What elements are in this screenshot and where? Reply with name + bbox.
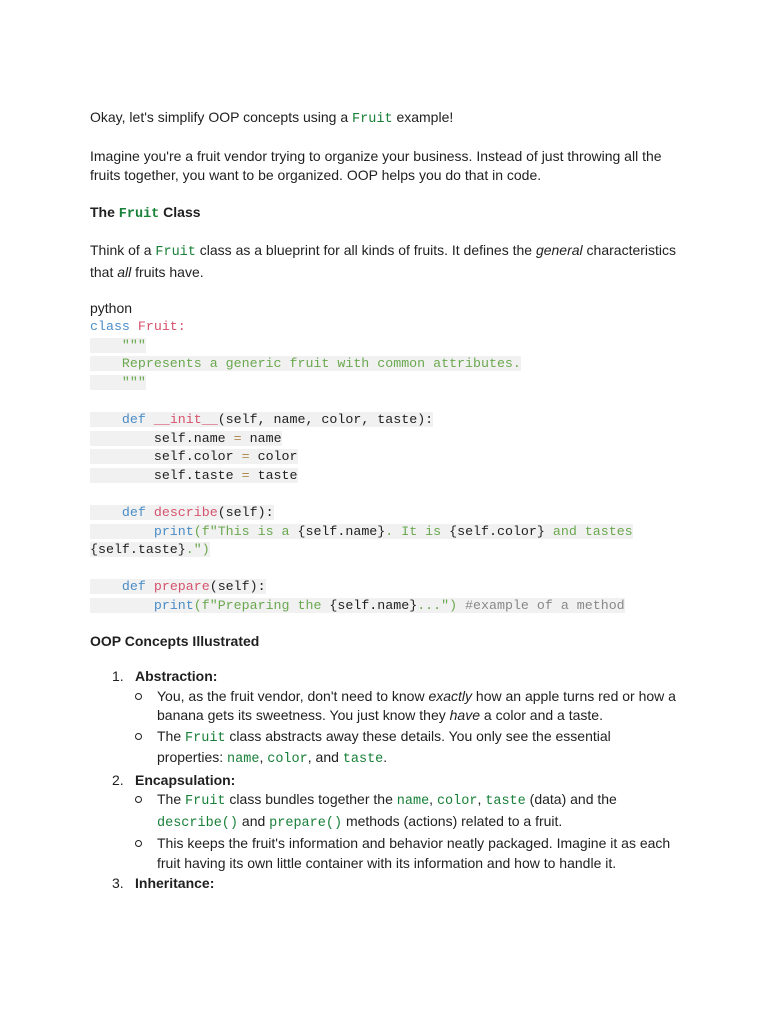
sub-list bbox=[112, 790, 680, 873]
list-item: 1. Abstraction: You, as the fruit vendor, don't need to know exactly how an apple turns red or how a banana gets its sweetness. You just know they have a color and a taste. The Fruit class abstracts away these details. You only see the essential properties: name, color, and taste. bbox=[112, 667, 680, 770]
list-item: The Fruit class bundles together the name, color, taste (data) and the describe() and prepare() methods (actions) related to a fruit. bbox=[132, 790, 680, 833]
section-heading-oop-concepts: OOP Concepts Illustrated bbox=[90, 632, 260, 649]
document-page bbox=[90, 108, 680, 895]
list-item: 3. Inheritance: bbox=[112, 875, 215, 891]
intro-paragraph-1: Okay, let's simplify OOP concepts using a Fruit example! bbox=[90, 109, 454, 127]
list-item: 2. Encapsulation: The Fruit class bundles together the name, color, taste (data) and the describe() and prepare() methods (actions) related to a fruit. This keeps the fruit's information and behavior neatly packaged. Imagine it as each fruit having its own little container with its information and how to handle it. bbox=[112, 771, 680, 874]
sub-list bbox=[112, 687, 680, 770]
code-language-label: python bbox=[90, 300, 133, 316]
inline-code: Fruit bbox=[352, 112, 393, 127]
concepts-list bbox=[90, 667, 680, 894]
fruit-class-paragraph: Think of a Fruit class as a blueprint for all kinds of fruits. It defines the general characteristics that all fruits have. bbox=[90, 242, 677, 280]
section-heading-fruit-class: The Fruit Class bbox=[90, 203, 201, 222]
intro-paragraph-2: Imagine you're a fruit vendor trying to organize your business. Instead of just throwing all the fruits together, you want to be organized. OOP helps you do that in code. bbox=[90, 147, 662, 183]
list-item: The Fruit class abstracts away these details. You only see the essential properties: name, color, and taste. bbox=[132, 727, 680, 770]
list-item: You, as the fruit vendor, don't need to know exactly how an apple turns red or how a banana gets its sweetness. You just know they have a color and a taste. bbox=[132, 687, 680, 726]
list-item: This keeps the fruit's information and behavior neatly packaged. Imagine it as each fruit having its own little container with its information and how to handle it. bbox=[132, 834, 680, 873]
code-block: class Fruit: """ Represents a generic fruit with common attributes. """ def __init__(self, name, color, taste): self.name = name self.color = color self.taste = taste def describe(self): print(f"This is a {self.name}. It is {self.color} and tastes {self.taste}.") def prepare(self): print(f"Preparing the {self.name}...") #example of a method bbox=[90, 319, 633, 613]
